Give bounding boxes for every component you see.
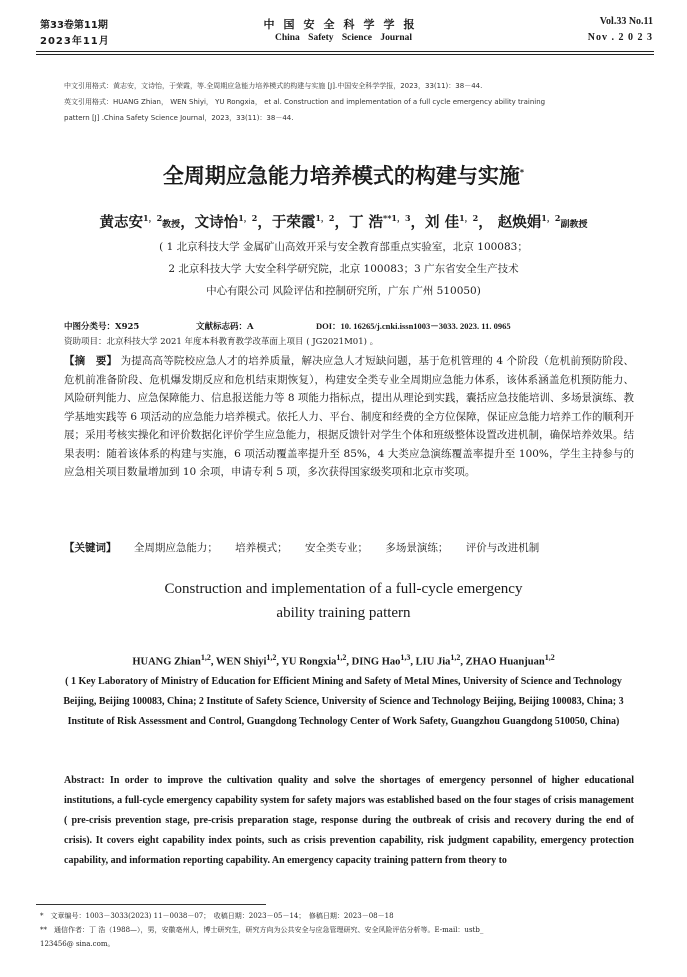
- en-author-affil: 1,2: [266, 653, 277, 662]
- en-author-name: , LIU Jia: [410, 656, 451, 668]
- en-affiliations: ( 1 Key Laboratory of Ministry of Education for Efficient Mining and Safety of Metal Mines, University of Science and Technology Beijing, Beijing 100083, China; 2 Institute of Safety Science, University of Science and Technology Beijing, Beijing 100083, China; 3 Institute of Risk Assessment and Control, Guangdong Technology Center of Work Safety, Guangzhou Guangdong 510050, China): [63, 676, 624, 727]
- journal-volume-issue: 第33卷第11期: [40, 20, 108, 31]
- journal-name-cn: 中国安全科学学报: [263, 18, 424, 31]
- author-name: ， 赵焕娟: [478, 214, 542, 231]
- cn-keywords-text: 全周期应急能力； 培养模式； 安全类专业； 多场景演练； 评价与改进机制: [133, 542, 540, 554]
- en-author-name: HUANG Zhian: [132, 656, 201, 668]
- header-rule: [36, 51, 654, 52]
- affiliation-line-1: ( 1 北京科技大学 金属矿山高效开采与安全教育部重点实验室，北京 100083；: [159, 241, 528, 253]
- author-name: 黄志安: [99, 214, 144, 231]
- document-code: 文献标志码：A: [196, 322, 254, 332]
- author-name: ，文诗怡: [180, 214, 239, 231]
- en-author-affil: 1,3: [400, 653, 411, 662]
- cn-keywords: [64, 540, 539, 555]
- paper-title: [0, 160, 687, 190]
- en-author-affil: 1,2: [336, 653, 347, 662]
- author-name: ，丁 浩: [334, 214, 384, 231]
- journal-date: 2023年11月: [40, 36, 110, 47]
- affiliation-line-3: 中心有限公司 风险评估和控制研究所，广东 广州 510050): [206, 285, 481, 297]
- en-author-affil: 1,2: [544, 653, 555, 662]
- en-title-line-2: ability training pattern: [276, 605, 411, 621]
- cn-abstract-text: 为提高高等院校应急人才的培养质量，解决应急人才短缺问题，基于危机管理的 4 个阶段（危机前预防阶段、危机前准备阶段、危机爆发期反应和危机结束期恢复），构建安全类专业全周期应急能力体系，该体系涵盖危机预防能力、风险研判能力、应急保障能力、信息报送能力等 8 项能力指标点，提出从理论到实践，囊括应急技能培训、多场景演练、教学基地实践等 6 项活动的应急能力培养模式。依托人力、平台、制度和经费的全方位保障，保证应急能力培养工作的顺利开展；采用考核实操化和评价数据化评价学生应急能力，根据反馈针对学生个体和班级整体设置改进机制，确保培养效果。结果表明：随着该体系的构建与实施，6 项活动覆盖率提升至 85%，4 大类应急演练覆盖率提升至 100%，学生主持参与的应急相关项目数量增加到 10 余项，申请专利 5 项，多次获得国家级奖项和北京市奖项。: [64, 355, 635, 478]
- fund-project: 资助项目：北京科技大学 2021 年度本科教育教学改革面上项目 ( JG2021M01) 。: [64, 337, 379, 347]
- footnote-article-info: * 文章编号：1003－3033(2023) 11－0038－07； 收稿日期：2023－05－14； 修稿日期：2023－08－18: [40, 912, 394, 920]
- en-author-name: , WEN Shiyi: [210, 656, 267, 668]
- en-author-list: [0, 653, 687, 668]
- citation-en-cont: pattern [J] .China Safety Science Journal，2023，33(11)：38－44.: [64, 114, 294, 122]
- author-name: ，于荣霞: [257, 214, 316, 231]
- citation-cn: 中文引用格式：黄志安，文诗怡，于荣霞，等.全周期应急能力培养模式的构建与实施 [J].中国安全科学学报，2023，33(11)：38－44.: [64, 82, 483, 90]
- en-author-name: , YU Rongxia: [276, 656, 337, 668]
- paper-title-text: 全周期应急能力培养模式的构建与实施: [162, 164, 520, 188]
- en-abstract-text: In order to improve the cultivation quality and solve the shortages of emergency personnel of higher educational institutions, a full-cycle emergency capability system for safety majors was established based on the four stages of crisis management ( pre-crisis prevention stage, pre-crisis preparation stage, response during the outbreak of crisis and recovery during the end of crisis). It covers eight capability index points, such as crisis prevention capability, risk judgment capability, emergency protection capability, and information reporting capability. An emergency capacity training pattern from theory to: [64, 775, 635, 866]
- en-abstract-label: Abstract:: [64, 775, 105, 786]
- doi: DOI：10. 16265/j.cnki.issn1003－3033. 2023. 11. 0965: [316, 321, 511, 331]
- en-author-affil: 1,2: [450, 653, 461, 662]
- author-title: 副教授: [560, 220, 588, 230]
- footnote-email: 123456@ sina.com。: [40, 940, 115, 948]
- en-author-affil: 1,2: [200, 653, 211, 662]
- en-abstract: [64, 771, 634, 871]
- journal-month-year: Nov . 2 0 2 3: [587, 32, 653, 43]
- title-footnote-mark: *: [519, 168, 525, 177]
- affiliation-line-2: 2 北京科技大学 大安全科学研究院，北京 100083；3 广东省安全生产技术: [168, 263, 519, 275]
- header-rule-thin: [36, 54, 654, 55]
- journal-vol-no: Vol.33 No.11: [599, 16, 653, 27]
- author-affil: 1，2: [541, 213, 561, 224]
- journal-name-en: China Safety Science Journal: [274, 33, 412, 43]
- cn-keywords-label: 【关键词】: [64, 542, 117, 554]
- author-name: ，刘 佳: [410, 214, 460, 231]
- clc-number: 中图分类号：X925: [64, 322, 140, 332]
- author-affil: 1，2: [315, 213, 335, 224]
- author-affil: 1，2: [143, 213, 163, 224]
- author-affil: **1，3: [383, 213, 411, 224]
- footnote-rule: [36, 904, 266, 905]
- footnote-corresponding-author: ** 通信作者：丁 浩（1988—），男，安徽亳州人，博士研究生，研究方向为公共安全与应急管理研究、安全风险评估分析等。E-mail：ustb_: [40, 926, 484, 934]
- cn-abstract-label: 【摘 要】: [64, 355, 118, 367]
- cn-abstract: [64, 352, 634, 482]
- en-author-name: , ZHAO Huanjuan: [460, 656, 545, 668]
- en-title-line-1: Construction and implementation of a full-cycle emergency: [164, 581, 523, 597]
- en-author-name: , DING Hao: [346, 656, 401, 668]
- author-list: [0, 211, 687, 232]
- citation-en: 英文引用格式：HUANG Zhian， WEN Shiyi， YU Rongxia， et al. Construction and implementation of a full cycle emergency ability training: [64, 98, 546, 106]
- author-affil: 1，2: [459, 213, 479, 224]
- author-title: 教授: [162, 220, 181, 230]
- author-affil: 1，2: [238, 213, 258, 224]
